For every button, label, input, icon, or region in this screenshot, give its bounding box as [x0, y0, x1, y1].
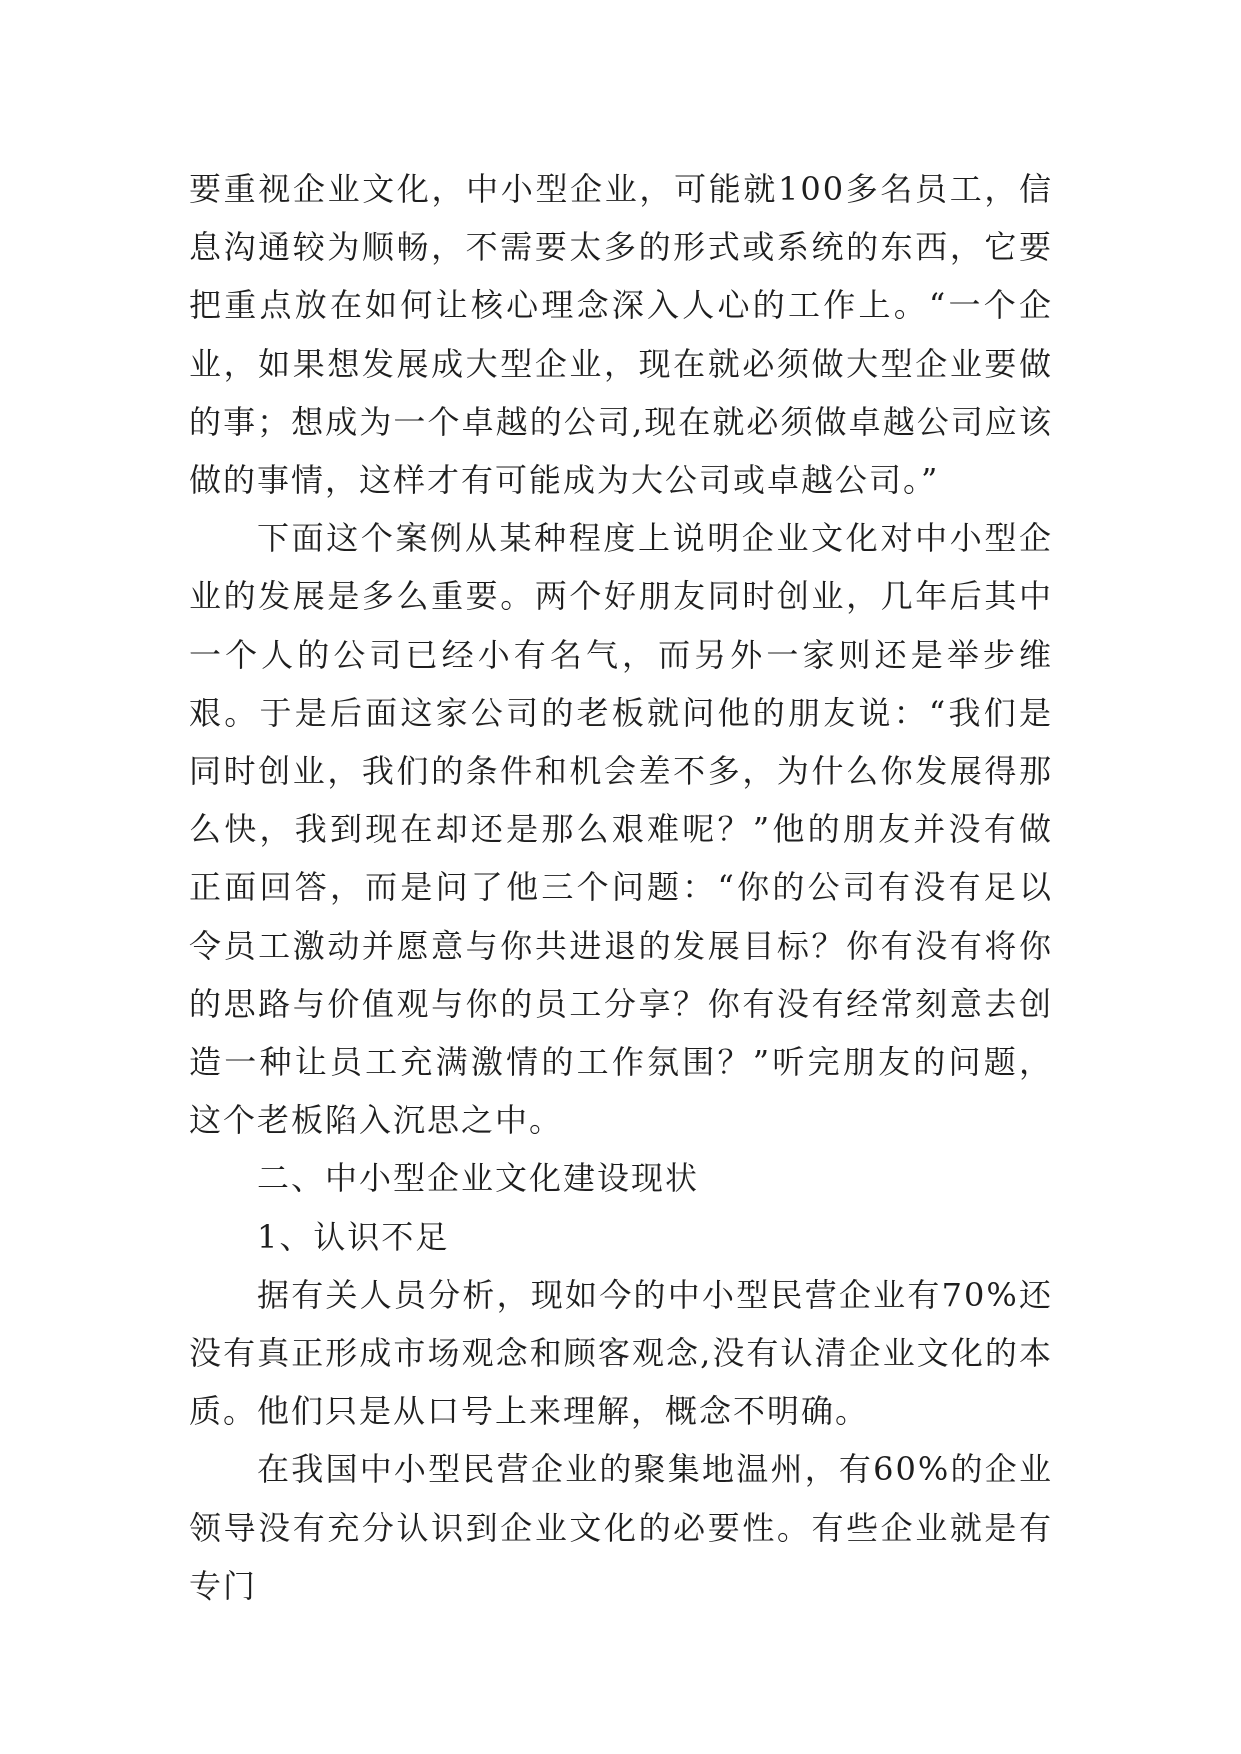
- document-body: [189, 160, 1053, 1615]
- paragraph-case-study: 下面这个案例从某种程度上说明企业文化对中小型企业的发展是多么重要。两个好朋友同时创业，几年后其中一个人的公司已经小有名气，而另外一家则还是举步维艰。于是后面这家公司的老板就问他的朋友说：“我们是同时创业，我们的条件和机会差不多，为什么你发展得那么快，我到现在却还是那么艰难呢？”他的朋友并没有做正面回答，而是问了他三个问题：“你的公司有没有足以令员工激动并愿意与你共进退的发展目标？你有没有将你的思路与价值观与你的员工分享？你有没有经常刻意去创造一种让员工充满激情的工作氛围？”听完朋友的问题，这个老板陷入沉思之中。: [189, 519, 1053, 1140]
- section-heading: 二、中小型企业文化建设现状: [257, 1159, 700, 1198]
- subsection-heading: 1、认识不足: [257, 1217, 450, 1256]
- paragraph-wenzhou: 在我国中小型民营企业的聚集地温州，有60%的企业领导没有充分认识到企业文化的必要性。有些企业就是有专门: [189, 1450, 1053, 1605]
- paragraph-analysis: 据有关人员分析，现如今的中小型民营企业有70%还没有真正形成市场观念和顾客观念,没有认清企业文化的本质。他们只是从口号上来理解，概念不明确。: [189, 1275, 1053, 1431]
- paragraph-continuation: 要重视企业文化，中小型企业，可能就100多名员工，信息沟通较为顺畅，不需要太多的形式或系统的东西，它要把重点放在如何让核心理念深入人心的工作上。“一个企业，如果想发展成大型企业，现在就必须做大型企业要做的事；想成为一个卓越的公司,现在就必须做卓越公司应该做的事情，这样才有可能成为大公司或卓越公司。”: [189, 170, 1053, 500]
